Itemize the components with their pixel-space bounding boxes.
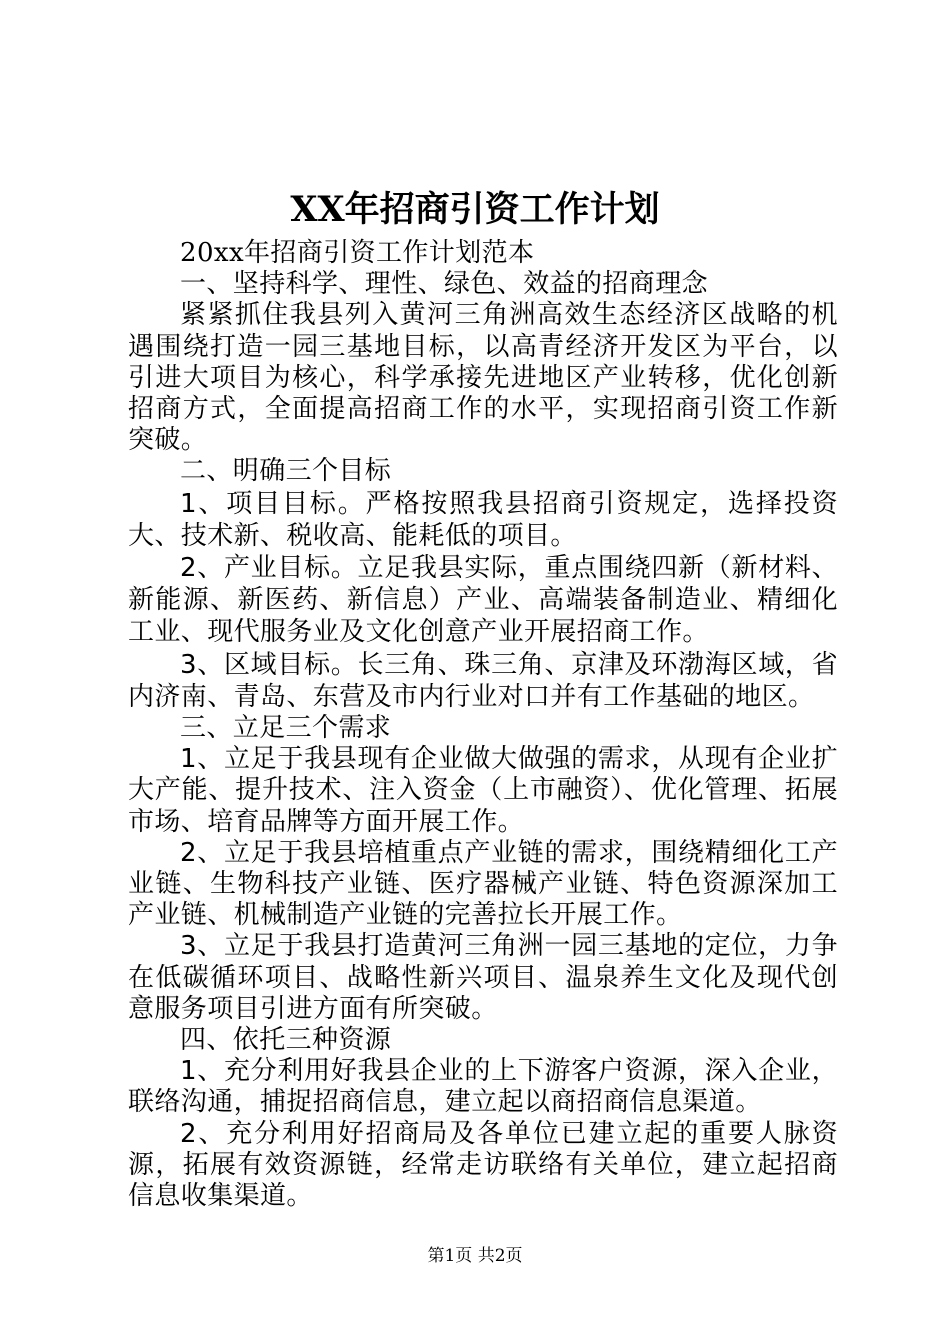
paragraph: 三、立足三个需求	[180, 713, 392, 744]
paragraph-lead: 3、区域目标。	[180, 649, 358, 680]
paragraph: 20xx年招商引资工作计划范本	[180, 238, 535, 268]
paragraph-text: 严格按照我县招商引资规定，选择投资大、技术新、税收高、能耗低的项目。	[128, 488, 839, 551]
paragraph: 二、明确三个目标	[180, 456, 392, 487]
document-title: XX年招商引资工作计划	[290, 189, 660, 230]
paragraph: 紧紧抓住我县列入黄河三角洲高效生态经济区战略的机遇围绕打造一园三基地目标，以高青经济开发区为平台，以引进大项目为核心，科学承接先进地区产业转移，优化创新招商方式，全面提高招商工作的水平，实现招商引资工作新突破。	[128, 300, 838, 456]
paragraph-lead: 2、产业目标。	[180, 553, 358, 584]
paragraph: 2、立足于我县培植重点产业链的需求，围绕精细化工产业链、生物科技产业链、医疗器械产业链、特色资源深加工产业链、机械制造产业链的完善拉长开展工作。	[128, 837, 838, 931]
paragraph: 1、立足于我县现有企业做大做强的需求，从现有企业扩大产能、提升技术、注入资金（上市融资）、优化管理、拓展市场、培育品牌等方面开展工作。	[128, 744, 838, 837]
paragraph	[128, 552, 838, 649]
paragraph: 1、充分利用好我县企业的上下游客户资源，深入企业，联络沟通，捕捉招商信息，建立起以商招商信息渠道。	[128, 1056, 838, 1118]
paragraph-text: 长三角、珠三角、京津及环渤海区域，省内济南、青岛、东营及市内行业对口并有工作基础的地区。	[128, 649, 839, 712]
paragraph-lead: 1、项目目标。	[180, 488, 366, 519]
paragraph	[128, 488, 838, 552]
page-number: 第1页 共2页	[427, 1246, 523, 1266]
paragraph: 四、依托三种资源	[180, 1025, 392, 1056]
paragraph: 2、充分利用好招商局及各单位已建立起的重要人脉资源，拓展有效资源链，经常走访联络有关单位，建立起招商信息收集渠道。	[128, 1118, 838, 1212]
paragraph	[128, 649, 838, 713]
document-body	[128, 238, 838, 1212]
paragraph: 3、立足于我县打造黄河三角洲一园三基地的定位，力争在低碳循环项目、战略性新兴项目、温泉养生文化及现代创意服务项目引进方面有所突破。	[128, 931, 838, 1024]
paragraph: 一、坚持科学、理性、绿色、效益的招商理念	[180, 269, 709, 300]
paragraph-text: 立足我县实际，重点围绕四新（新材料、新能源、新医药、新信息）产业、高端装备制造业、精细化工业、现代服务业及文化创意产业开展招商工作。	[128, 553, 839, 648]
